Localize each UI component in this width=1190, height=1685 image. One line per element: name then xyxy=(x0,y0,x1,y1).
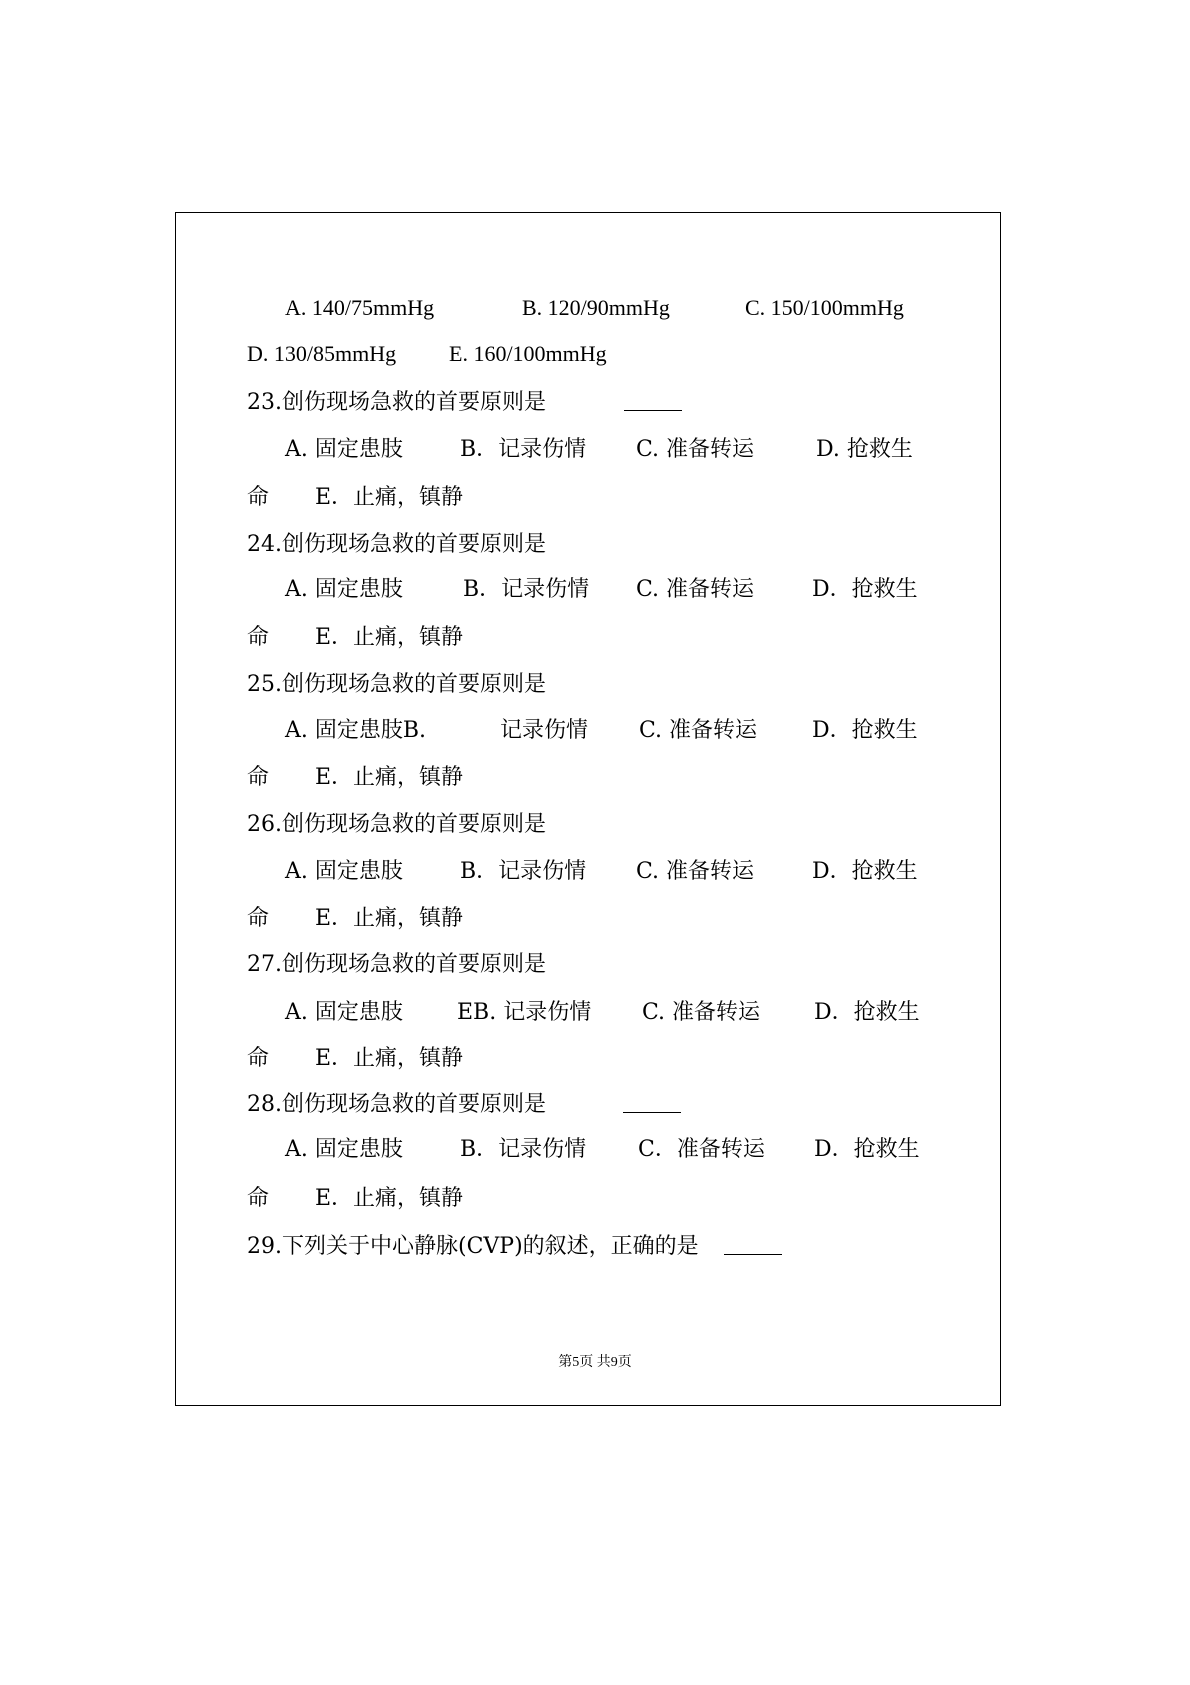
q26-option-d: D．抢救生 xyxy=(812,859,918,884)
q28-option-c: C．准备转运 xyxy=(638,1137,765,1162)
q22-option-e: E. 160/100mmHg xyxy=(449,341,607,366)
q27-option-c: C. 准备转运 xyxy=(642,1000,761,1025)
q25-stem: 25.创伤现场急救的首要原则是 xyxy=(247,672,546,697)
q24-stem: 24.创伤现场急救的首要原则是 xyxy=(247,532,546,557)
q22-option-a: A. 140/75mmHg xyxy=(285,295,435,320)
q28-option-e: E．止痛，镇静 xyxy=(315,1186,464,1211)
q26-option-d-cont: 命 xyxy=(247,906,270,931)
q29-answer-blank xyxy=(724,1232,782,1255)
q26-option-b: B．记录伤情 xyxy=(460,859,587,884)
q25-option-d-cont: 命 xyxy=(247,765,270,790)
q23-option-c: C. 准备转运 xyxy=(636,437,755,462)
q26-option-c: C. 准备转运 xyxy=(636,859,755,884)
q24-option-e: E．止痛，镇静 xyxy=(315,625,464,650)
q23-option-e: E．止痛，镇静 xyxy=(315,485,464,510)
q25-option-e: E．止痛，镇静 xyxy=(315,765,464,790)
q24-option-d: D．抢救生 xyxy=(812,577,918,602)
q29-stem: 29.下列关于中心静脉(CVP)的叙述，正确的是 xyxy=(247,1234,699,1259)
q23-answer-blank xyxy=(624,388,682,411)
q27-option-a: A. 固定患肢 xyxy=(285,1000,403,1025)
q26-option-a: A. 固定患肢 xyxy=(285,859,403,884)
q24-option-c: C. 准备转运 xyxy=(636,577,755,602)
q26-option-e: E．止痛，镇静 xyxy=(315,906,464,931)
q25-option-d: D．抢救生 xyxy=(812,718,918,743)
q25-option-a: A. 固定患肢B. xyxy=(285,718,427,743)
q25-option-b: 记录伤情 xyxy=(500,718,589,743)
q27-option-e: E．止痛，镇静 xyxy=(315,1046,464,1071)
q24-option-d-cont: 命 xyxy=(247,625,270,650)
q28-stem: 28.创伤现场急救的首要原则是 xyxy=(247,1092,546,1117)
page-number-footer: 第5页 共9页 xyxy=(558,1355,632,1370)
q25-option-c: C. 准备转运 xyxy=(639,718,758,743)
q27-option-d: D．抢救生 xyxy=(814,1000,920,1025)
q28-option-a: A. 固定患肢 xyxy=(285,1137,403,1162)
q28-answer-blank xyxy=(623,1090,681,1113)
q27-option-d-cont: 命 xyxy=(247,1046,270,1071)
q23-stem: 23.创伤现场急救的首要原则是 xyxy=(247,390,546,415)
q22-option-c: C. 150/100mmHg xyxy=(745,295,904,320)
q27-stem: 27.创伤现场急救的首要原则是 xyxy=(247,952,546,977)
q23-option-a: A. 固定患肢 xyxy=(285,437,403,462)
q23-option-b: B．记录伤情 xyxy=(460,437,587,462)
q28-option-d-cont: 命 xyxy=(247,1186,270,1211)
q23-option-d-cont: 命 xyxy=(247,485,270,510)
q22-option-b: B. 120/90mmHg xyxy=(522,295,670,320)
q24-option-b: B．记录伤情 xyxy=(463,577,590,602)
q27-option-b: EB. 记录伤情 xyxy=(457,1000,592,1025)
q28-option-b: B．记录伤情 xyxy=(460,1137,587,1162)
q26-stem: 26.创伤现场急救的首要原则是 xyxy=(247,812,546,837)
q22-option-d: D. 130/85mmHg xyxy=(247,341,397,366)
q23-option-d: D. 抢救生 xyxy=(816,437,913,462)
q28-option-d: D．抢救生 xyxy=(814,1137,920,1162)
q24-option-a: A. 固定患肢 xyxy=(285,577,403,602)
